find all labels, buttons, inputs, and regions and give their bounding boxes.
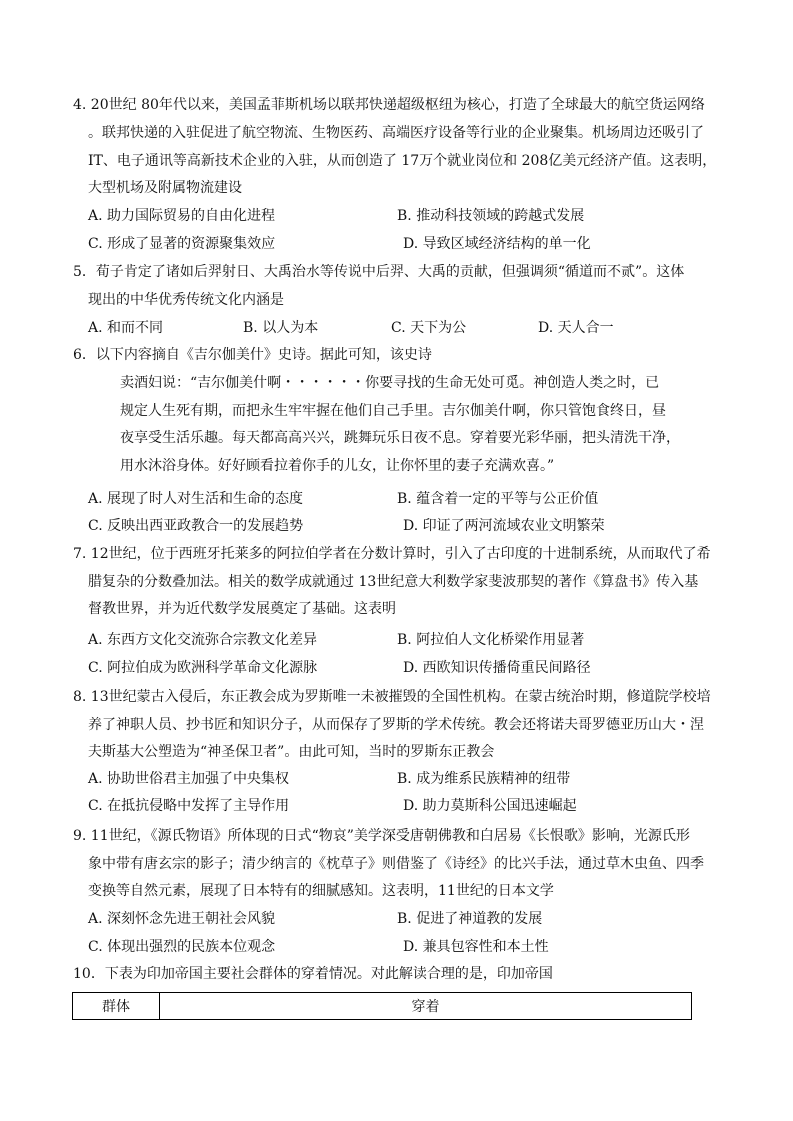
q9-option-a[interactable]: A. 深刻怀念先进王朝社会风貌 [88, 911, 276, 927]
q4-option-b[interactable]: B. 推动科技领域的跨越式发展 [397, 208, 585, 224]
q4-line-2: 。联邦快递的入驻促进了航空物流、生物医药、高端医疗设备等行业的企业聚集。机场周边还吸引了 [88, 125, 704, 141]
q8-option-b[interactable]: B. 成为维系民族精神的纽带 [397, 771, 571, 787]
q8-option-d[interactable]: D. 助力莫斯科公国迅速崛起 [403, 798, 577, 814]
q7-line-3: 督教世界，并为近代数学发展奠定了基础。这表明 [88, 601, 396, 617]
q8-option-c[interactable]: C. 在抵抗侵略中发挥了主导作用 [88, 798, 290, 814]
q4-line-4: 大型机场及附属物流建设 [88, 180, 242, 196]
q9-option-d[interactable]: D. 兼具包容性和本土性 [403, 939, 549, 955]
q10-table [72, 992, 692, 1020]
q6-option-d[interactable]: D. 印证了两河流域农业文明繁荣 [403, 518, 605, 534]
q7-option-d[interactable]: D. 西欧知识传播倚重民间路径 [403, 660, 591, 676]
q5-option-b[interactable]: B. 以人为本 [243, 320, 319, 336]
q7-line-2: 腊复杂的分数叠加法。相关的数学成就通过 13世纪意大利数学家斐波那契的著作《算盘书》传入基 [88, 574, 699, 590]
q6-line-1: 6．以下内容摘自《吉尔伽美什》史诗。据此可知，该史诗 [73, 347, 432, 363]
q7-option-c[interactable]: C. 阿拉伯成为欧洲科学革命文化源脉 [88, 660, 318, 676]
q4-line-3: IT、电子通讯等高新技术企业的入驻，从而创造了 17万个就业岗位和 208亿美元经济产值。这表明， [88, 153, 717, 169]
q4-option-d[interactable]: D. 导致区域经济结构的单一化 [403, 236, 591, 252]
q4-option-a[interactable]: A. 助力国际贸易的自由化进程 [88, 208, 276, 224]
q10-line-1: 10．下表为印加帝国主要社会群体的穿着情况。对此解读合理的是，印加帝国 [73, 966, 553, 982]
q5-line-2: 现出的中华优秀传统文化内涵是 [88, 292, 284, 308]
q9-line-2: 象中带有唐玄宗的影子；清少纳言的《枕草子》则借鉴了《诗经》的比兴手法，通过草木虫鱼、四季 [88, 856, 704, 872]
q9-option-c[interactable]: C. 体现出强烈的民族本位观念 [88, 939, 276, 955]
q6-quote-line-4: 用水沐浴身体。好好顾看拉着你手的儿女，让你怀里的妻子充满欢喜。” [120, 458, 555, 474]
q4-line-1: 4. 20世纪 80年代以来，美国孟菲斯机场以联邦快递超级枢纽为核心，打造了全球最大的航空货运网络 [73, 97, 705, 113]
q8-line-1: 8. 13世纪蒙古入侵后，东正教会成为罗斯唯一未被摧毁的全国性机构。在蒙古统治时期，修道院学校培 [73, 689, 711, 705]
q7-line-1: 7. 12世纪，位于西班牙托莱多的阿拉伯学者在分数计算时，引入了古印度的十进制系统，从而取代了希 [73, 546, 711, 562]
q6-option-b[interactable]: B. 蕴含着一定的平等与公正价值 [397, 491, 599, 507]
q7-option-a[interactable]: A. 东西方文化交流弥合宗教文化差异 [88, 632, 318, 648]
q7-option-b[interactable]: B. 阿拉伯人文化桥梁作用显著 [397, 632, 585, 648]
q8-option-a[interactable]: A. 协助世俗君主加强了中央集权 [88, 771, 290, 787]
q6-quote-line-2: 规定人生死有期，而把永生牢牢握在他们自己手里。吉尔伽美什啊，你只管饱食终日，昼 [120, 403, 666, 419]
q5-option-c[interactable]: C. 天下为公 [391, 320, 467, 336]
q5-option-a[interactable]: A. 和而不同 [88, 320, 164, 336]
q5-option-d[interactable]: D. 天人合一 [538, 320, 614, 336]
q6-option-a[interactable]: A. 展现了时人对生活和生命的态度 [88, 491, 304, 507]
q9-line-1: 9. 11世纪，《源氏物语》所体现的日式“物哀”美学深受唐朝佛教和白居易《长恨歌》影响，光源氏形 [73, 828, 690, 844]
q6-quote-line-1: 卖酒妇说：“吉尔伽美什啊・・・・・・你要寻找的生命无处可觅。神创造人类之时，已 [120, 375, 660, 391]
q5-line-1: 5．荀子肯定了诸如后羿射日、大禹治水等传说中后羿、大禹的贡献，但强调须“循道而不贰”。这体 [73, 264, 685, 280]
q6-option-c[interactable]: C. 反映出西亚政教合一的发展趋势 [88, 518, 304, 534]
q10-table-header-group: 群体 [73, 993, 160, 1020]
q8-line-2: 养了神职人员、抄书匠和知识分子，从而保存了罗斯的学术传统。教会还将诺夫哥罗德亚历山大・涅 [88, 717, 704, 733]
q4-option-c[interactable]: C. 形成了显著的资源聚集效应 [88, 236, 276, 252]
q8-line-3: 夫斯基大公塑造为“神圣保卫者”。由此可知，当时的罗斯东正教会 [88, 744, 495, 760]
q9-option-b[interactable]: B. 促进了神道教的发展 [397, 911, 543, 927]
q6-quote-line-3: 夜享受生活乐趣。每天都高高兴兴，跳舞玩乐日夜不息。穿着要光彩华丽，把头清洗干净， [120, 430, 680, 446]
q9-line-3: 变换等自然元素，展现了日本特有的细腻感知。这表明，11世纪的日本文学 [88, 883, 554, 899]
q10-table-header-clothing: 穿着 [160, 993, 692, 1020]
